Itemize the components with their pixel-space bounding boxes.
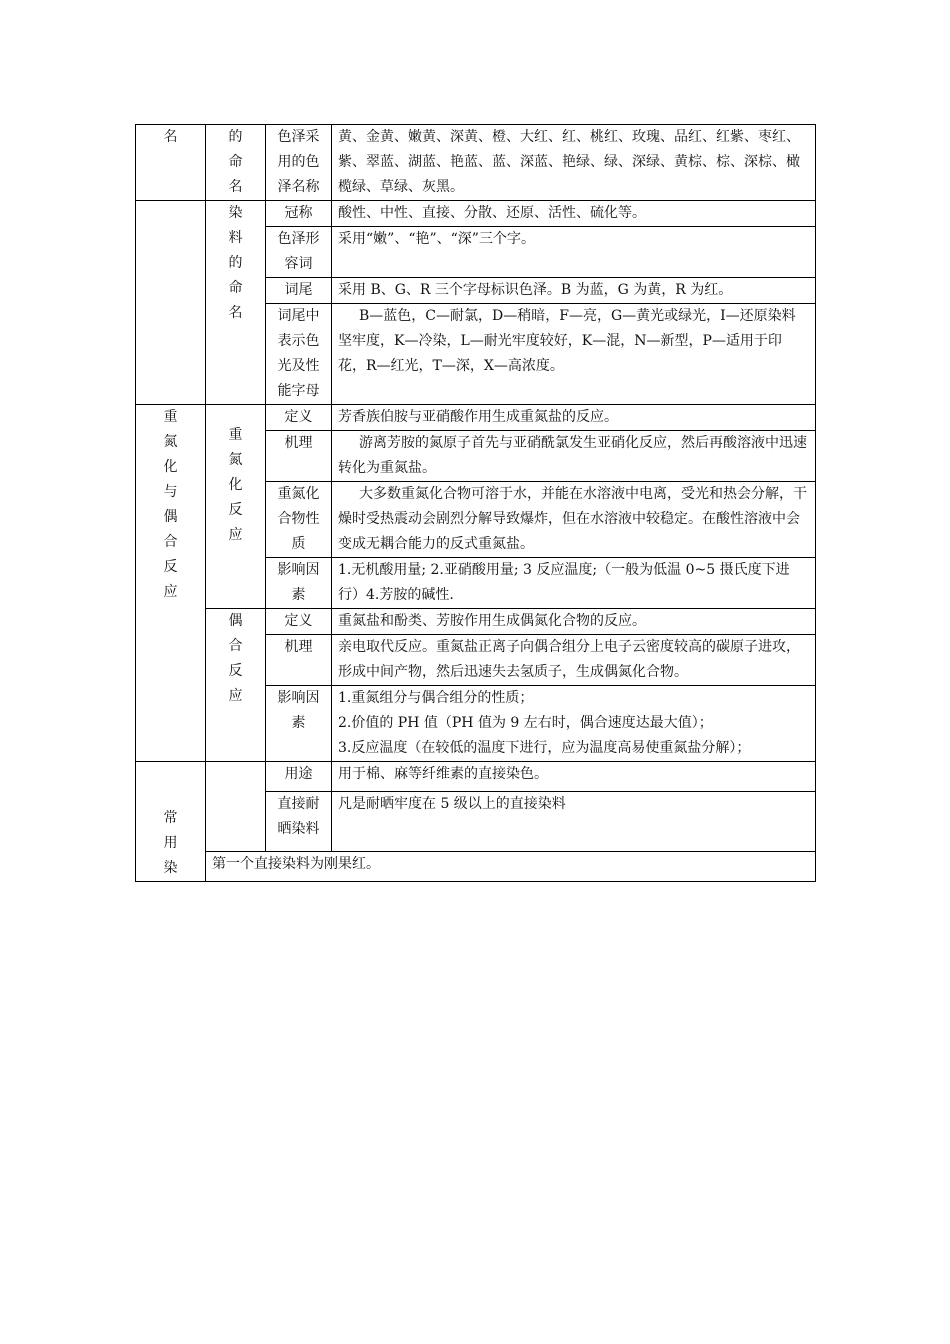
section-cell-common-dyes: 常用染	[136, 762, 206, 882]
subsection-cell-coupling: 偶合反应	[206, 609, 266, 762]
factor-line: 1.重氮组分与偶合组分的性质；	[338, 690, 534, 706]
content-cell: 芳香族伯胺与亚硝酸作用生成重氮盐的反应。	[332, 405, 816, 431]
label-cell: 定义	[266, 609, 332, 635]
row-coupling-definition	[136, 609, 816, 635]
content-cell: 大多数重氮化合物可溶于水，并能在水溶液中电离，受光和热会分解，干燥时受热震动会剧烈分解导致爆炸，但在水溶液中较稳定。在酸性溶液中会变成无耦合能力的反式重氮盐。	[332, 482, 816, 558]
label-cell: 词尾中表示色光及性能字母	[266, 304, 332, 405]
subsection-cell-diazotization: 重氮化反应	[206, 405, 266, 609]
content-cell: 凡是耐晒牢度在 5 级以上的直接染料	[332, 792, 816, 851]
row-dye-prefix	[136, 201, 816, 227]
content-cell	[332, 686, 816, 762]
row-diazo-definition	[136, 405, 816, 431]
label-cell: 定义	[266, 405, 332, 431]
label-cell: 冠称	[266, 201, 332, 227]
content-cell: 重氮盐和酚类、芳胺作用生成偶氮化合物的反应。	[332, 609, 816, 635]
footer-cell: 第一个直接染料为刚果红。	[206, 851, 816, 881]
content-cell: 用于棉、麻等纤维素的直接染色。	[332, 762, 816, 792]
section-cell-diazo-coupling: 重氮化与偶合反应	[136, 405, 206, 762]
row-color-names	[136, 125, 816, 201]
row-common-use	[136, 762, 816, 792]
content-cell: 黄、金黄、嫩黄、深黄、橙、大红、红、桃红、玫瑰、品红、红紫、枣红、紫、翠蓝、湖蓝、艳蓝、蓝、深蓝、艳绿、绿、深绿、黄棕、棕、深棕、橄榄绿、草绿、灰黑。	[332, 125, 816, 201]
row-common-footer	[136, 851, 816, 881]
label-cell: 机理	[266, 635, 332, 686]
label-cell: 影响因素	[266, 686, 332, 762]
label-cell: 词尾	[266, 278, 332, 304]
label-cell: 重氮化合物性质	[266, 482, 332, 558]
content-cell: 亲电取代反应。重氮盐正离子向偶合组分上电子云密度较高的碳原子进攻，形成中间产物，然后迅速失去氢质子，生成偶氮化合物。	[332, 635, 816, 686]
subsection-cell-naming: 的命名	[206, 125, 266, 201]
label-cell: 机理	[266, 431, 332, 482]
subsection-cell-dye-naming: 染料的命名	[206, 201, 266, 405]
dye-chemistry-table	[135, 124, 816, 882]
label-cell: 直接耐晒染料	[266, 792, 332, 851]
content-cell: 1.无机酸用量; 2.亚硝酸用量; 3 反应温度;（一般为低温 0~5 摄氏度下进行）4.芳胺的碱性.	[332, 558, 816, 609]
factor-line: 2.价值的 PH 值（PH 值为 9 左右时，偶合速度达最大值）；	[338, 715, 713, 731]
content-cell: 采用 B、G、R 三个字母标识色泽。B 为蓝，G 为黄，R 为红。	[332, 278, 816, 304]
label-cell: 影响因素	[266, 558, 332, 609]
section-cell-empty	[136, 201, 206, 405]
factor-line: 3.反应温度（在较低的温度下进行，应为温度高易使重氮盐分解）；	[338, 740, 751, 756]
label-cell: 用途	[266, 762, 332, 792]
content-cell: 酸性、中性、直接、分散、还原、活性、硫化等。	[332, 201, 816, 227]
label-cell: 色泽采用的色泽名称	[266, 125, 332, 201]
section-cell-name: 名	[136, 125, 206, 201]
content-cell: 游离芳胺的氮原子首先与亚硝酰氯发生亚硝化反应，然后再酸溶液中迅速转化为重氮盐。	[332, 431, 816, 482]
subsection-cell-empty	[206, 762, 266, 852]
content-cell: B—蓝色，C—耐氯，D—稍暗，F—亮，G—黄光或绿光，I—还原染料坚牢度，K—冷染，L—耐光牢度较好，K—混，N—新型，P—适用于印花，R—红光，T—深，X—高浓度。	[332, 304, 816, 405]
content-cell: 采用“嫩”、“艳”、“深”三个字。	[332, 227, 816, 278]
label-cell: 色泽形容词	[266, 227, 332, 278]
